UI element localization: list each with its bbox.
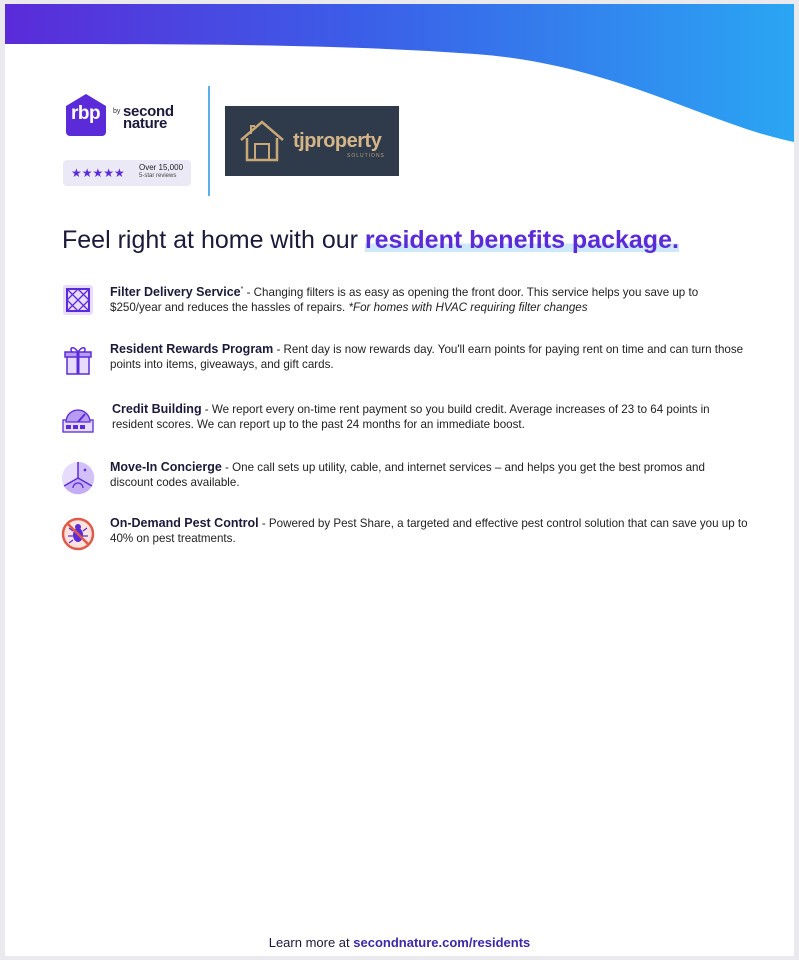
filter-icon <box>60 282 96 318</box>
concierge-icon <box>60 460 96 496</box>
brand-line2: nature <box>123 115 168 132</box>
tj-subline: SOLUTIONS <box>347 153 385 159</box>
benefits-flyer <box>5 4 794 956</box>
benefit-name: Move-In Concierge <box>110 460 222 474</box>
reviews-badge <box>63 160 191 186</box>
benefit-text <box>110 342 750 372</box>
benefit-description: - Rent day is now rewards day. You'll earn points for paying rent on time and can turn those points into items, giveaways, and gift cards. <box>110 343 744 371</box>
rbp-by: by <box>113 108 121 115</box>
benefit-text <box>110 460 750 490</box>
benefit-name: Filter Delivery Service <box>110 284 241 299</box>
page-title <box>62 226 782 255</box>
benefit-text <box>110 282 750 315</box>
title-prefix: Feel right at home with our <box>62 226 365 254</box>
benefit-text <box>110 516 750 546</box>
house-icon <box>237 116 287 164</box>
second-nature-wordmark <box>123 103 174 132</box>
gift-icon <box>60 342 96 378</box>
brand-line1: second <box>123 103 174 120</box>
review-label: 5-star reviews <box>139 173 177 179</box>
footnote-mark: * <box>240 286 244 293</box>
tj-wordmark: tjproperty <box>293 130 382 152</box>
benefit-name: Resident Rewards Program <box>110 342 274 356</box>
benefit-description: - Powered by Pest Share, a targeted and effective pest control solution that can save you up to 40% on pest treatments. <box>110 517 748 545</box>
star-rating-icon: ★★★★★ <box>71 166 125 180</box>
footer-link[interactable]: secondnature.com/residents <box>353 935 531 950</box>
tj-property-logo <box>225 106 399 176</box>
title-highlight: resident benefits package. <box>364 226 679 254</box>
benefit-name: Credit Building <box>112 402 202 416</box>
benefit-name: On-Demand Pest Control <box>110 516 259 530</box>
footer <box>5 935 794 950</box>
rbp-logo <box>63 92 183 152</box>
benefit-text <box>112 402 752 432</box>
footer-prefix: Learn more at <box>268 935 354 950</box>
logo-divider <box>208 86 210 196</box>
rbp-mark: rbp <box>71 103 101 124</box>
credit-gauge-icon <box>60 402 96 438</box>
benefit-description: - One call sets up utility, cable, and internet services – and helps you get the best promos and discount codes available. <box>110 461 705 489</box>
benefit-description: - We report every on-time rent payment so you build credit. Average increases of 23 to 64 points in resident scores. We can report up to the past 24 months for an immediate boost. <box>112 403 710 431</box>
pest-control-icon <box>60 516 96 552</box>
benefit-description: - Changing filters is as easy as opening the front door. This service helps you save up to $250/year and reduces the hassles of repairs. <box>110 285 699 314</box>
review-count: Over 15,000 <box>139 163 184 172</box>
benefit-footnote: *For homes with HVAC requiring filter changes <box>348 300 588 314</box>
